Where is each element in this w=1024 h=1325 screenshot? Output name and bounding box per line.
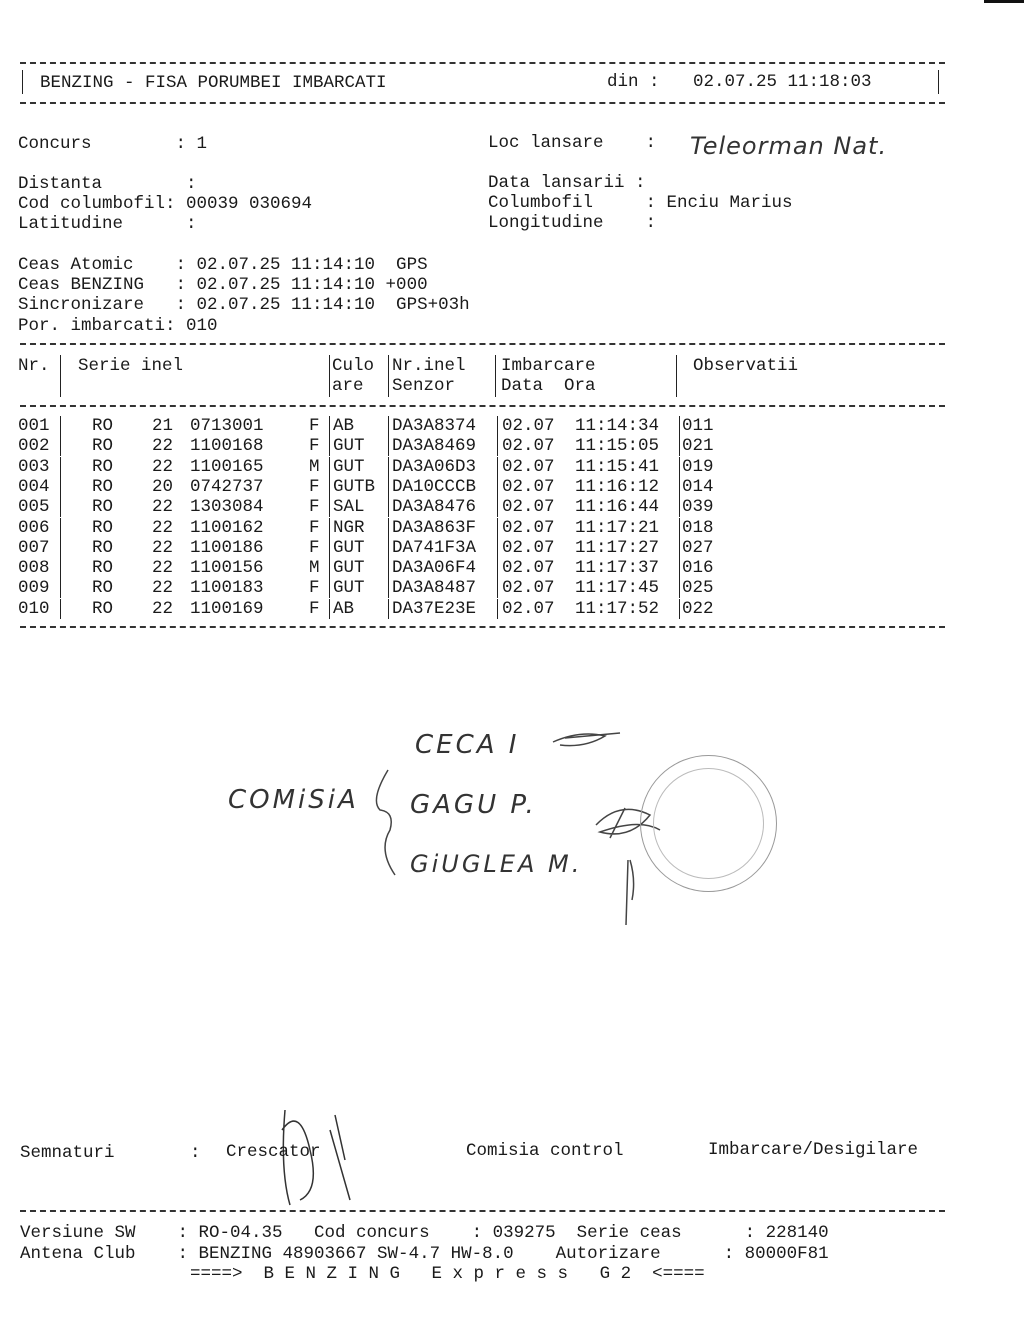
report-timestamp: 02.07.25 11:18:03 [693,72,872,92]
row-time: 11:17:21 [575,517,660,538]
row-color: GUT [333,436,365,457]
col-header-nrinel-2: Senzor [392,376,456,396]
row-ring-serial: 1303084 [190,497,264,518]
row-color: GUT [333,537,365,558]
row-country: RO [92,558,114,579]
row-color: SAL [333,497,365,518]
cod-columbofil-field: Cod columbofil: 00039 030694 [18,194,313,214]
distanta-field: Distanta : [18,174,197,194]
row-observation: 039 [682,497,714,518]
row-sensor: DA3A8487 [392,578,477,599]
concurs-field: Concurs : 1 [18,134,208,154]
longitudine-field: Longitudine : [488,213,657,233]
row-observation: 021 [682,436,714,457]
imbarcare-desigilare-label: Imbarcare/Desigilare [708,1140,919,1160]
handwritten-comisia: COMiSiA [228,785,359,815]
row-date: 02.07 [502,537,555,558]
row-nr: 010 [18,598,50,619]
row-sex: F [309,578,320,599]
row-year: 21 [152,416,174,436]
row-sensor: DA3A863F [392,517,477,538]
express-banner: ====> B E N Z I N G E x p r e s s G 2 <==== [190,1264,705,1284]
footer-top-rule [20,1210,945,1212]
row-date: 02.07 [502,436,555,457]
row-year: 22 [152,598,174,619]
col-header-culoare-1: Culo [332,356,375,376]
row-sensor: DA3A8476 [392,497,477,518]
row-sex: F [309,598,320,619]
row-date: 02.07 [502,558,555,579]
row-year: 22 [152,517,174,538]
row-country: RO [92,436,114,457]
col-header-nrinel-1: Nr.inel [392,356,466,376]
row-sensor: DA10CCCB [392,476,477,497]
row-year: 22 [152,436,174,457]
row-ring-serial: 0742737 [190,476,264,497]
row-year: 22 [152,497,174,518]
row-observation: 011 [682,416,714,436]
row-date: 02.07 [502,497,555,518]
loc-lansare-handwritten: Teleorman Nat. [690,132,888,160]
comisia-control-label: Comisia control [466,1141,624,1161]
row-time: 11:17:37 [575,558,660,579]
row-color: AB [333,416,355,436]
row-year: 22 [152,558,174,579]
giuglea-signature [626,860,634,925]
row-date: 02.07 [502,578,555,599]
columbofil-field: Columbofil : Enciu Marius [488,193,793,213]
row-country: RO [92,537,114,558]
row-color: GUT [333,456,365,477]
row-sensor: DA3A8374 [392,416,477,436]
row-year: 22 [152,537,174,558]
row-color: GUTB [333,476,376,497]
row-color: GUT [333,558,365,579]
row-ring-serial: 1100165 [190,456,264,477]
row-nr: 001 [18,416,50,436]
row-ring-serial: 1100168 [190,436,264,457]
crescator-label: Crescator [226,1142,321,1162]
row-time: 11:17:45 [575,578,660,599]
row-sex: M [309,558,320,579]
row-date: 02.07 [502,517,555,538]
row-nr: 006 [18,517,50,538]
row-time: 11:15:41 [575,456,660,477]
row-nr: 005 [18,497,50,518]
row-country: RO [92,497,114,518]
row-sex: F [309,416,320,436]
row-nr: 003 [18,456,50,477]
row-country: RO [92,517,114,538]
row-ring-serial: 1100183 [190,578,264,599]
por-imbarcati-field: Por. imbarcati: 010 [18,316,218,336]
latitudine-field: Latitudine : [18,214,197,234]
row-observation: 016 [682,558,714,579]
row-sensor: DA741F3A [392,537,477,558]
row-observation: 027 [682,537,714,558]
row-observation: 018 [682,517,714,538]
row-nr: 002 [18,436,50,457]
handwritten-ceca: CECA I [415,730,520,760]
row-sensor: DA3A06D3 [392,456,477,477]
data-lansarii-field: Data lansarii : [488,173,646,193]
row-country: RO [92,476,114,497]
row-observation: 014 [682,476,714,497]
semnaturi-separator: : [190,1143,201,1163]
row-time: 11:16:12 [575,476,660,497]
report-title: BENZING - FISA PORUMBEI IMBARCATI [40,73,387,93]
row-ring-serial: 0713001 [190,416,264,436]
row-year: 22 [152,578,174,599]
row-sex: F [309,537,320,558]
handwritten-gagu: GAGU P. [410,790,537,820]
row-sex: F [309,517,320,538]
row-sex: F [309,476,320,497]
row-country: RO [92,578,114,599]
row-date: 02.07 [502,476,555,497]
row-ring-serial: 1100156 [190,558,264,579]
row-time: 11:15:05 [575,436,660,457]
row-nr: 008 [18,558,50,579]
row-date: 02.07 [502,456,555,477]
row-ring-serial: 1100186 [190,537,264,558]
row-year: 20 [152,476,174,497]
col-header-serie: Serie inel [78,356,184,376]
versiune-line: Versiune SW : RO-04.35 Cod concurs : 039275 Serie ceas : 228140 [20,1223,829,1243]
sincronizare-field: Sincronizare : 02.07.25 11:14:10 GPS+03h [18,295,470,315]
row-sex: F [309,436,320,457]
ceas-atomic-field: Ceas Atomic : 02.07.25 11:14:10 GPS [18,255,428,275]
row-time: 11:14:34 [575,416,660,436]
row-year: 22 [152,456,174,477]
row-color: NGR [333,517,365,538]
row-sensor: DA37E23E [392,598,477,619]
ceas-benzing-field: Ceas BENZING : 02.07.25 11:14:10 +000 [18,275,428,295]
col-header-imbarcare-2: Data Ora [501,376,596,396]
loc-lansare-label: Loc lansare : [488,133,657,153]
row-date: 02.07 [502,598,555,619]
col-header-nr: Nr. [18,356,50,376]
row-observation: 019 [682,456,714,477]
col-header-observatii: Observatii [693,356,799,376]
row-date: 02.07 [502,416,555,436]
row-ring-serial: 1100169 [190,598,264,619]
row-nr: 009 [18,578,50,599]
row-sex: F [309,497,320,518]
row-time: 11:17:52 [575,598,660,619]
handwritten-giuglea: GiUGLEA M. [410,850,583,878]
col-header-culoare-2: are [332,376,364,396]
row-country: RO [92,598,114,619]
antena-line: Antena Club : BENZING 48903667 SW-4.7 HW-8.0 Autorizare : 80000F81 [20,1244,829,1264]
report-din-label: din : [607,72,660,92]
col-header-imbarcare-1: Imbarcare [501,356,596,376]
row-observation: 022 [682,598,714,619]
row-nr: 007 [18,537,50,558]
row-color: GUT [333,578,365,599]
row-sensor: DA3A8469 [392,436,477,457]
row-time: 11:16:44 [575,497,660,518]
row-nr: 004 [18,476,50,497]
row-ring-serial: 1100162 [190,517,264,538]
bracket-stroke [376,770,395,875]
row-sensor: DA3A06F4 [392,558,477,579]
official-stamp [640,755,777,892]
semnaturi-label: Semnaturi [20,1143,115,1163]
row-observation: 025 [682,578,714,599]
row-time: 11:17:27 [575,537,660,558]
row-color: AB [333,598,355,619]
row-country: RO [92,416,114,436]
row-country: RO [92,456,114,477]
row-sex: M [309,456,320,477]
ceca-signature [553,733,620,746]
